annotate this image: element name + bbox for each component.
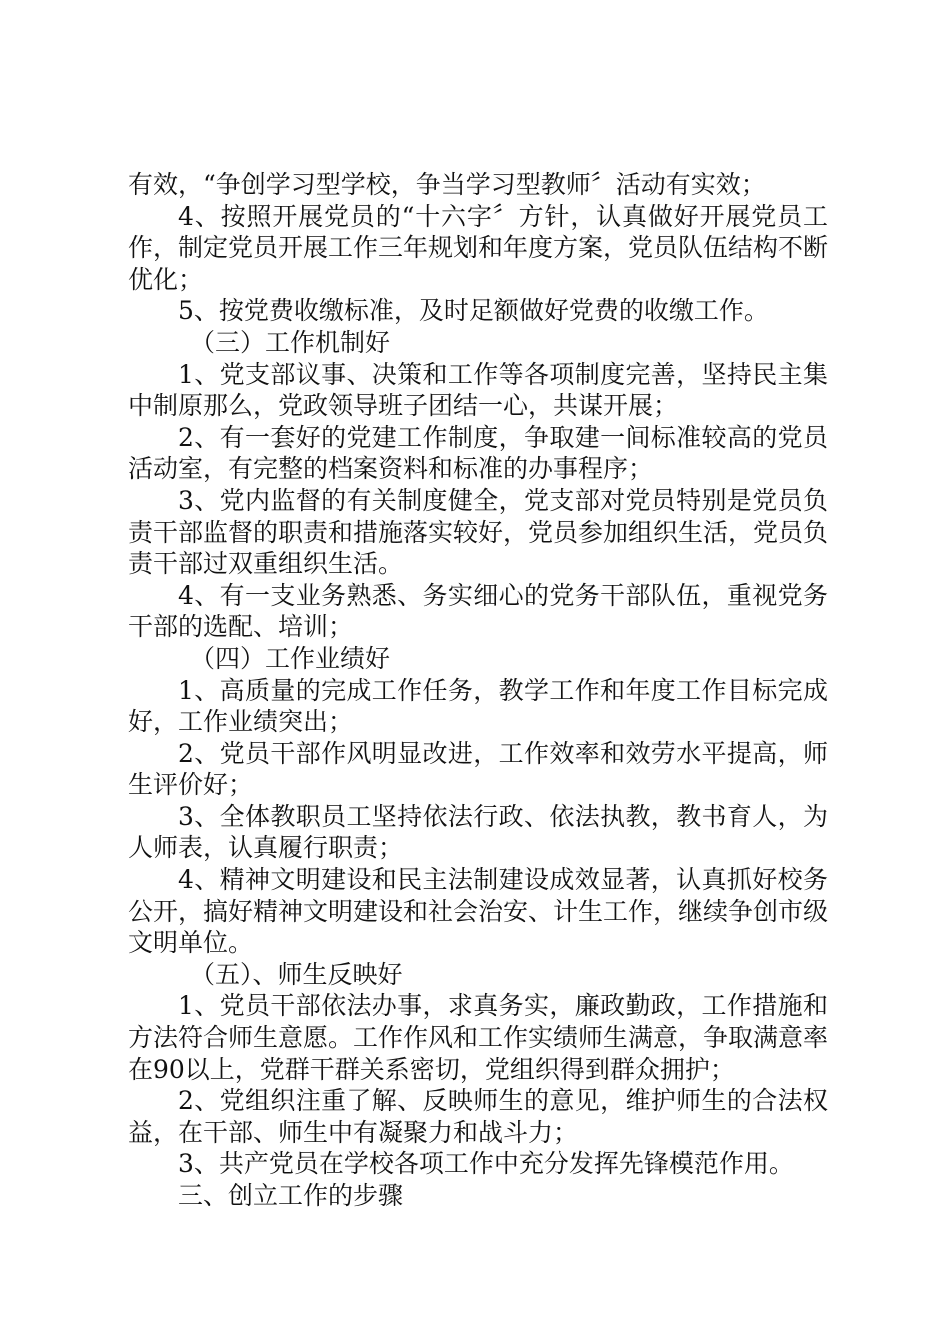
list-item: 4、有一支业务熟悉、务实细心的党务干部队伍，重视党务干部的选配、培训； — [128, 580, 828, 642]
section-heading: （五）、师生反映好 — [190, 959, 403, 989]
list-item: 2、党员干部作风明显改进，工作效率和效劳水平提高，师生评价好； — [128, 738, 828, 800]
section-heading: （四）工作业绩好 — [190, 643, 391, 673]
list-item: 3、党内监督的有关制度健全，党支部对党员特别是党员负责干部监督的职责和措施落实较好，党员参加组织生活，党员负责干部过双重组织生活。 — [128, 485, 829, 579]
document-body — [128, 169, 828, 1212]
list-item: 1、党员干部依法办事，求真务实，廉政勤政，工作措施和方法符合师生意愿。工作作风和工作实绩师生满意，争取满意率在90以上，党群干群关系密切，党组织得到群众拥护； — [128, 991, 829, 1084]
paragraph-continuation: 有效，“争创学习型学校，争当学习型教师〞活动有实效； — [128, 170, 766, 199]
list-item: 2、党组织注重了解、反映师生的意见，维护师生的合法权益，在干部、师生中有凝聚力和战斗力； — [128, 1086, 828, 1147]
list-item: 4、精神文明建设和民主法制建设成效显著，认真抓好校务公开，搞好精神文明建设和社会治安、计生工作，继续争创市级文明单位。 — [128, 865, 829, 958]
list-item: 5、按党费收缴标准，及时足额做好党费的收缴工作。 — [178, 296, 769, 326]
list-item: 3、全体教职员工坚持依法行政、依法执教，教书育人，为人师表，认真履行职责； — [128, 801, 828, 863]
section-heading: （三）工作机制好 — [190, 327, 391, 357]
list-item: 2、有一套好的党建工作制度，争取建一间标准较高的党员活动室，有完整的档案资料和标准的办事程序； — [128, 422, 828, 484]
list-item: 1、高质量的完成工作任务，教学工作和年度工作目标完成好，工作业绩突出； — [128, 675, 828, 737]
list-item: 3、共产党员在学校各项工作中充分发挥先锋模范作用。 — [178, 1149, 794, 1179]
major-heading: 三、创立工作的步骤 — [178, 1181, 404, 1210]
list-item: 4、按照开展党员的“十六字〞方针，认真做好开展党员工作，制定党员开展工作三年规划和年度方案，党员队伍结构不断优化； — [128, 201, 829, 294]
list-item: 1、党支部议事、决策和工作等各项制度完善，坚持民主集中制原那么，党政领导班子团结一心，共谋开展； — [128, 359, 828, 421]
